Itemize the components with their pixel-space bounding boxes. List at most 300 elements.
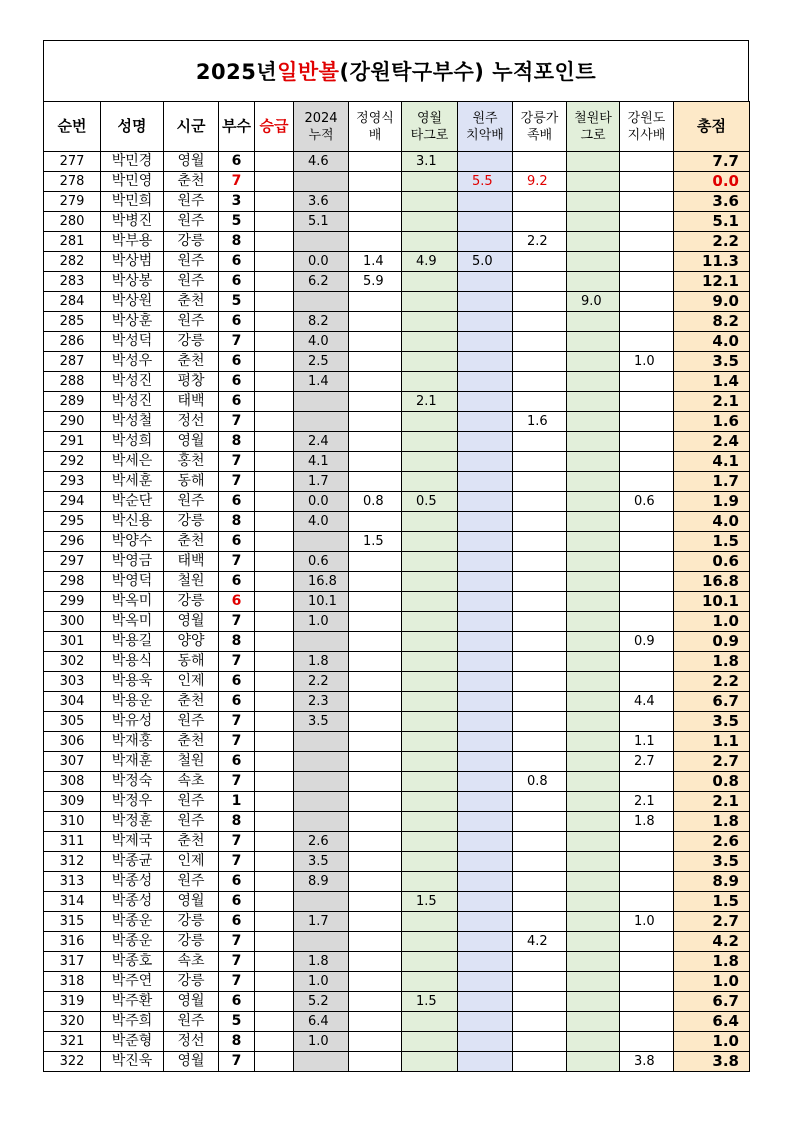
cell-jeongyeong <box>349 352 402 372</box>
cell-grade: 7 <box>219 612 255 632</box>
cell-cheorwon <box>567 552 620 572</box>
cell-grade: 6 <box>219 992 255 1012</box>
cell-jeongyeong <box>349 752 402 772</box>
cell-jeongyeong <box>349 652 402 672</box>
cell-yeongwol <box>402 872 458 892</box>
cell-cheorwon <box>567 832 620 852</box>
cell-name: 박제국 <box>101 832 164 852</box>
cell-cheorwon <box>567 312 620 332</box>
cell-name: 박재홍 <box>101 732 164 752</box>
cell-y2024: 6.2 <box>294 272 349 292</box>
cell-gangwon: 4.4 <box>620 692 674 712</box>
cell-y2024: 1.7 <box>294 912 349 932</box>
cell-city: 강릉 <box>164 592 219 612</box>
cell-no: 280 <box>44 212 101 232</box>
cell-name: 박옥미 <box>101 592 164 612</box>
table-row <box>44 332 750 352</box>
cell-wonju <box>458 772 513 792</box>
cell-y2024: 1.0 <box>294 612 349 632</box>
cell-y2024: 3.5 <box>294 852 349 872</box>
cell-y2024: 0.6 <box>294 552 349 572</box>
cell-gangneung <box>513 432 567 452</box>
cell-total: 12.1 <box>674 272 750 292</box>
cell-gangwon <box>620 552 674 572</box>
cell-cheorwon <box>567 172 620 192</box>
cell-yeongwol <box>402 952 458 972</box>
cell-promo <box>255 532 294 552</box>
cell-grade: 5 <box>219 292 255 312</box>
cell-yeongwol: 4.9 <box>402 252 458 272</box>
cell-cheorwon <box>567 652 620 672</box>
cell-wonju <box>458 192 513 212</box>
table-row <box>44 352 750 372</box>
table-row <box>44 732 750 752</box>
col-cheorwon-header: 철원타 그로 <box>567 102 620 152</box>
col-promo-header: 승급 <box>255 102 294 152</box>
table-row <box>44 192 750 212</box>
cell-wonju <box>458 712 513 732</box>
cell-grade: 7 <box>219 1052 255 1072</box>
cell-wonju <box>458 732 513 752</box>
cell-cheorwon <box>567 212 620 232</box>
cell-jeongyeong <box>349 552 402 572</box>
cell-city: 강릉 <box>164 912 219 932</box>
cell-cheorwon <box>567 572 620 592</box>
cell-promo <box>255 452 294 472</box>
cell-grade: 7 <box>219 952 255 972</box>
table-row <box>44 312 750 332</box>
cell-promo <box>255 352 294 372</box>
cell-no: 289 <box>44 392 101 412</box>
cell-gangneung <box>513 512 567 532</box>
cell-no: 285 <box>44 312 101 332</box>
cell-gangwon <box>620 212 674 232</box>
cell-city: 원주 <box>164 272 219 292</box>
cell-yeongwol: 1.5 <box>402 892 458 912</box>
cell-y2024 <box>294 412 349 432</box>
cell-total: 7.7 <box>674 152 750 172</box>
cell-wonju <box>458 372 513 392</box>
cell-no: 282 <box>44 252 101 272</box>
cell-wonju <box>458 332 513 352</box>
cell-city: 원주 <box>164 812 219 832</box>
cell-total: 0.8 <box>674 772 750 792</box>
cell-promo <box>255 412 294 432</box>
cell-city: 인제 <box>164 672 219 692</box>
cell-wonju <box>458 532 513 552</box>
cell-yeongwol <box>402 432 458 452</box>
cell-promo <box>255 692 294 712</box>
cell-gangneung: 0.8 <box>513 772 567 792</box>
cell-gangneung <box>513 692 567 712</box>
cell-promo <box>255 312 294 332</box>
cell-jeongyeong <box>349 432 402 452</box>
cell-gangwon <box>620 652 674 672</box>
cell-cheorwon <box>567 932 620 952</box>
cell-total: 2.4 <box>674 432 750 452</box>
cell-yeongwol <box>402 372 458 392</box>
cell-city: 원주 <box>164 212 219 232</box>
cell-no: 301 <box>44 632 101 652</box>
cell-gangneung <box>513 972 567 992</box>
cell-yeongwol <box>402 232 458 252</box>
cell-city: 철원 <box>164 752 219 772</box>
cell-total: 8.2 <box>674 312 750 332</box>
cell-no: 283 <box>44 272 101 292</box>
cell-wonju <box>458 852 513 872</box>
cell-gangneung <box>513 492 567 512</box>
cell-promo <box>255 932 294 952</box>
cell-total: 5.1 <box>674 212 750 232</box>
cell-jeongyeong <box>349 212 402 232</box>
cell-gangwon <box>620 452 674 472</box>
cell-jeongyeong <box>349 772 402 792</box>
cell-city: 강릉 <box>164 232 219 252</box>
cell-no: 299 <box>44 592 101 612</box>
cell-city: 속초 <box>164 772 219 792</box>
cell-total: 4.1 <box>674 452 750 472</box>
points-sheet <box>43 40 749 1072</box>
cell-gangneung: 9.2 <box>513 172 567 192</box>
cell-jeongyeong: 5.9 <box>349 272 402 292</box>
cell-gangneung <box>513 652 567 672</box>
cell-name: 박상범 <box>101 252 164 272</box>
cell-wonju <box>458 392 513 412</box>
cell-cheorwon <box>567 412 620 432</box>
cell-gangneung <box>513 752 567 772</box>
cell-gangwon: 1.0 <box>620 352 674 372</box>
cell-cheorwon <box>567 192 620 212</box>
cell-gangneung <box>513 892 567 912</box>
cell-name: 박세훈 <box>101 472 164 492</box>
col-grade-header: 부수 <box>219 102 255 152</box>
cell-grade: 6 <box>219 892 255 912</box>
cell-name: 박주연 <box>101 972 164 992</box>
cell-total: 1.1 <box>674 732 750 752</box>
cell-gangwon <box>620 992 674 1012</box>
cell-name: 박종성 <box>101 892 164 912</box>
table-row <box>44 452 750 472</box>
cell-yeongwol <box>402 332 458 352</box>
cell-city: 원주 <box>164 792 219 812</box>
cell-wonju <box>458 972 513 992</box>
cell-jeongyeong <box>349 912 402 932</box>
sheet-title <box>43 40 749 101</box>
cell-grade: 7 <box>219 832 255 852</box>
cell-wonju <box>458 812 513 832</box>
cell-promo <box>255 732 294 752</box>
cell-gangwon <box>620 292 674 312</box>
cell-gangneung <box>513 212 567 232</box>
cell-y2024: 2.2 <box>294 672 349 692</box>
cell-gangwon <box>620 192 674 212</box>
table-row <box>44 692 750 712</box>
cell-total: 2.1 <box>674 392 750 412</box>
cell-y2024 <box>294 772 349 792</box>
cell-jeongyeong <box>349 892 402 912</box>
cell-cheorwon <box>567 152 620 172</box>
cell-cheorwon <box>567 452 620 472</box>
cell-gangwon <box>620 952 674 972</box>
table-row <box>44 832 750 852</box>
table-row <box>44 372 750 392</box>
cell-name: 박유성 <box>101 712 164 732</box>
table-row <box>44 712 750 732</box>
cell-yeongwol <box>402 552 458 572</box>
cell-cheorwon <box>567 252 620 272</box>
cell-promo <box>255 572 294 592</box>
cell-yeongwol <box>402 852 458 872</box>
cell-yeongwol <box>402 592 458 612</box>
cell-y2024: 3.6 <box>294 192 349 212</box>
cell-promo <box>255 472 294 492</box>
cell-grade: 6 <box>219 152 255 172</box>
cell-total: 1.7 <box>674 472 750 492</box>
cell-no: 302 <box>44 652 101 672</box>
cell-yeongwol <box>402 632 458 652</box>
cell-name: 박성철 <box>101 412 164 432</box>
cell-gangwon <box>620 472 674 492</box>
cell-gangneung <box>513 792 567 812</box>
cell-city: 강릉 <box>164 932 219 952</box>
cell-gangneung <box>513 392 567 412</box>
cell-promo <box>255 632 294 652</box>
cell-total: 3.6 <box>674 192 750 212</box>
cell-yeongwol <box>402 412 458 432</box>
cell-wonju <box>458 932 513 952</box>
cell-y2024 <box>294 732 349 752</box>
cell-city: 원주 <box>164 252 219 272</box>
cell-wonju <box>458 912 513 932</box>
cell-gangneung <box>513 452 567 472</box>
title-suffix: (강원탁구부수) 누적포인트 <box>339 60 597 84</box>
cell-wonju <box>458 472 513 492</box>
col-yeongwol-header: 영월 타그로 <box>402 102 458 152</box>
cell-yeongwol <box>402 812 458 832</box>
cell-wonju <box>458 952 513 972</box>
cell-gangneung <box>513 532 567 552</box>
cell-y2024: 1.0 <box>294 1032 349 1052</box>
cell-no: 308 <box>44 772 101 792</box>
cell-jeongyeong <box>349 832 402 852</box>
table-row <box>44 232 750 252</box>
cell-gangneung <box>513 592 567 612</box>
cell-name: 박옥미 <box>101 612 164 632</box>
cell-jeongyeong <box>349 512 402 532</box>
cell-gangneung <box>513 712 567 732</box>
title-highlight: 일반볼 <box>277 60 340 84</box>
cell-grade: 6 <box>219 352 255 372</box>
cell-gangneung <box>513 552 567 572</box>
cell-grade: 7 <box>219 732 255 752</box>
cell-jeongyeong <box>349 392 402 412</box>
cell-jeongyeong <box>349 372 402 392</box>
cell-promo <box>255 672 294 692</box>
col-no-header: 순번 <box>44 102 101 152</box>
cell-name: 박재훈 <box>101 752 164 772</box>
cell-wonju <box>458 232 513 252</box>
cell-wonju: 5.5 <box>458 172 513 192</box>
cell-name: 박성우 <box>101 352 164 372</box>
table-row <box>44 172 750 192</box>
cell-city: 강릉 <box>164 512 219 532</box>
cell-jeongyeong <box>349 812 402 832</box>
cell-yeongwol <box>402 472 458 492</box>
cell-y2024: 1.7 <box>294 472 349 492</box>
cell-yeongwol <box>402 192 458 212</box>
cell-jeongyeong <box>349 792 402 812</box>
cell-yeongwol <box>402 712 458 732</box>
cell-y2024 <box>294 752 349 772</box>
cell-grade: 6 <box>219 592 255 612</box>
cell-no: 322 <box>44 1052 101 1072</box>
cell-city: 춘천 <box>164 292 219 312</box>
cell-jeongyeong <box>349 412 402 432</box>
cell-y2024 <box>294 532 349 552</box>
cell-wonju <box>458 892 513 912</box>
cell-grade: 5 <box>219 212 255 232</box>
cell-no: 307 <box>44 752 101 772</box>
cell-total: 2.6 <box>674 832 750 852</box>
cell-yeongwol <box>402 172 458 192</box>
cell-total: 1.8 <box>674 812 750 832</box>
cell-wonju <box>458 272 513 292</box>
cell-y2024: 4.1 <box>294 452 349 472</box>
cell-cheorwon <box>567 632 620 652</box>
cell-y2024: 16.8 <box>294 572 349 592</box>
cell-cheorwon <box>567 672 620 692</box>
cell-grade: 7 <box>219 172 255 192</box>
cell-jeongyeong <box>349 1032 402 1052</box>
cell-jeongyeong <box>349 992 402 1012</box>
cell-gangwon <box>620 172 674 192</box>
cell-jeongyeong <box>349 712 402 732</box>
cell-total: 4.0 <box>674 332 750 352</box>
cell-gangneung <box>513 312 567 332</box>
table-row <box>44 792 750 812</box>
cell-total: 4.2 <box>674 932 750 952</box>
cell-city: 영월 <box>164 612 219 632</box>
cell-no: 311 <box>44 832 101 852</box>
cell-y2024 <box>294 932 349 952</box>
cell-jeongyeong <box>349 232 402 252</box>
col-wonju-header: 원주 치악배 <box>458 102 513 152</box>
cell-promo <box>255 372 294 392</box>
cell-yeongwol: 1.5 <box>402 992 458 1012</box>
table-row <box>44 252 750 272</box>
points-table <box>43 101 750 1072</box>
cell-city: 원주 <box>164 312 219 332</box>
cell-gangwon <box>620 272 674 292</box>
cell-no: 290 <box>44 412 101 432</box>
cell-yeongwol <box>402 352 458 372</box>
cell-no: 314 <box>44 892 101 912</box>
cell-gangneung <box>513 472 567 492</box>
cell-jeongyeong <box>349 592 402 612</box>
cell-y2024: 6.4 <box>294 1012 349 1032</box>
cell-name: 박상봉 <box>101 272 164 292</box>
cell-city: 동해 <box>164 472 219 492</box>
cell-promo <box>255 252 294 272</box>
cell-name: 박상훈 <box>101 312 164 332</box>
cell-gangneung <box>513 152 567 172</box>
cell-grade: 6 <box>219 392 255 412</box>
cell-name: 박영금 <box>101 552 164 572</box>
table-row <box>44 672 750 692</box>
cell-total: 3.5 <box>674 352 750 372</box>
cell-y2024 <box>294 1052 349 1072</box>
cell-y2024: 1.0 <box>294 972 349 992</box>
table-row <box>44 512 750 532</box>
cell-promo <box>255 512 294 532</box>
cell-cheorwon <box>567 332 620 352</box>
cell-promo <box>255 772 294 792</box>
cell-yeongwol: 3.1 <box>402 152 458 172</box>
cell-y2024 <box>294 392 349 412</box>
cell-gangneung <box>513 632 567 652</box>
cell-gangneung <box>513 332 567 352</box>
cell-grade: 6 <box>219 572 255 592</box>
cell-wonju <box>458 632 513 652</box>
cell-yeongwol <box>402 1052 458 1072</box>
cell-y2024 <box>294 812 349 832</box>
cell-y2024: 4.6 <box>294 152 349 172</box>
cell-wonju: 5.0 <box>458 252 513 272</box>
cell-no: 319 <box>44 992 101 1012</box>
cell-gangwon <box>620 512 674 532</box>
cell-grade: 6 <box>219 752 255 772</box>
cell-yeongwol <box>402 652 458 672</box>
cell-yeongwol <box>402 512 458 532</box>
cell-wonju <box>458 312 513 332</box>
table-row <box>44 492 750 512</box>
cell-total: 1.4 <box>674 372 750 392</box>
cell-gangwon <box>620 1012 674 1032</box>
cell-gangneung: 4.2 <box>513 932 567 952</box>
cell-y2024: 3.5 <box>294 712 349 732</box>
cell-total: 3.5 <box>674 852 750 872</box>
cell-name: 박종균 <box>101 852 164 872</box>
cell-wonju <box>458 492 513 512</box>
cell-total: 8.9 <box>674 872 750 892</box>
cell-no: 320 <box>44 1012 101 1032</box>
cell-name: 박민희 <box>101 192 164 212</box>
cell-cheorwon <box>567 612 620 632</box>
title-prefix: 2025년 <box>195 60 278 84</box>
cell-city: 영월 <box>164 992 219 1012</box>
cell-yeongwol <box>402 832 458 852</box>
cell-gangwon <box>620 532 674 552</box>
cell-city: 원주 <box>164 712 219 732</box>
cell-y2024 <box>294 792 349 812</box>
cell-total: 1.6 <box>674 412 750 432</box>
cell-cheorwon <box>567 352 620 372</box>
cell-gangwon: 0.6 <box>620 492 674 512</box>
cell-total: 6.7 <box>674 992 750 1012</box>
cell-total: 2.7 <box>674 912 750 932</box>
cell-no: 284 <box>44 292 101 312</box>
table-row <box>44 212 750 232</box>
cell-cheorwon <box>567 712 620 732</box>
cell-cheorwon <box>567 232 620 252</box>
cell-yeongwol: 0.5 <box>402 492 458 512</box>
cell-grade: 6 <box>219 692 255 712</box>
cell-yeongwol <box>402 612 458 632</box>
cell-wonju <box>458 752 513 772</box>
cell-grade: 7 <box>219 712 255 732</box>
cell-gangwon <box>620 232 674 252</box>
cell-name: 박세은 <box>101 452 164 472</box>
